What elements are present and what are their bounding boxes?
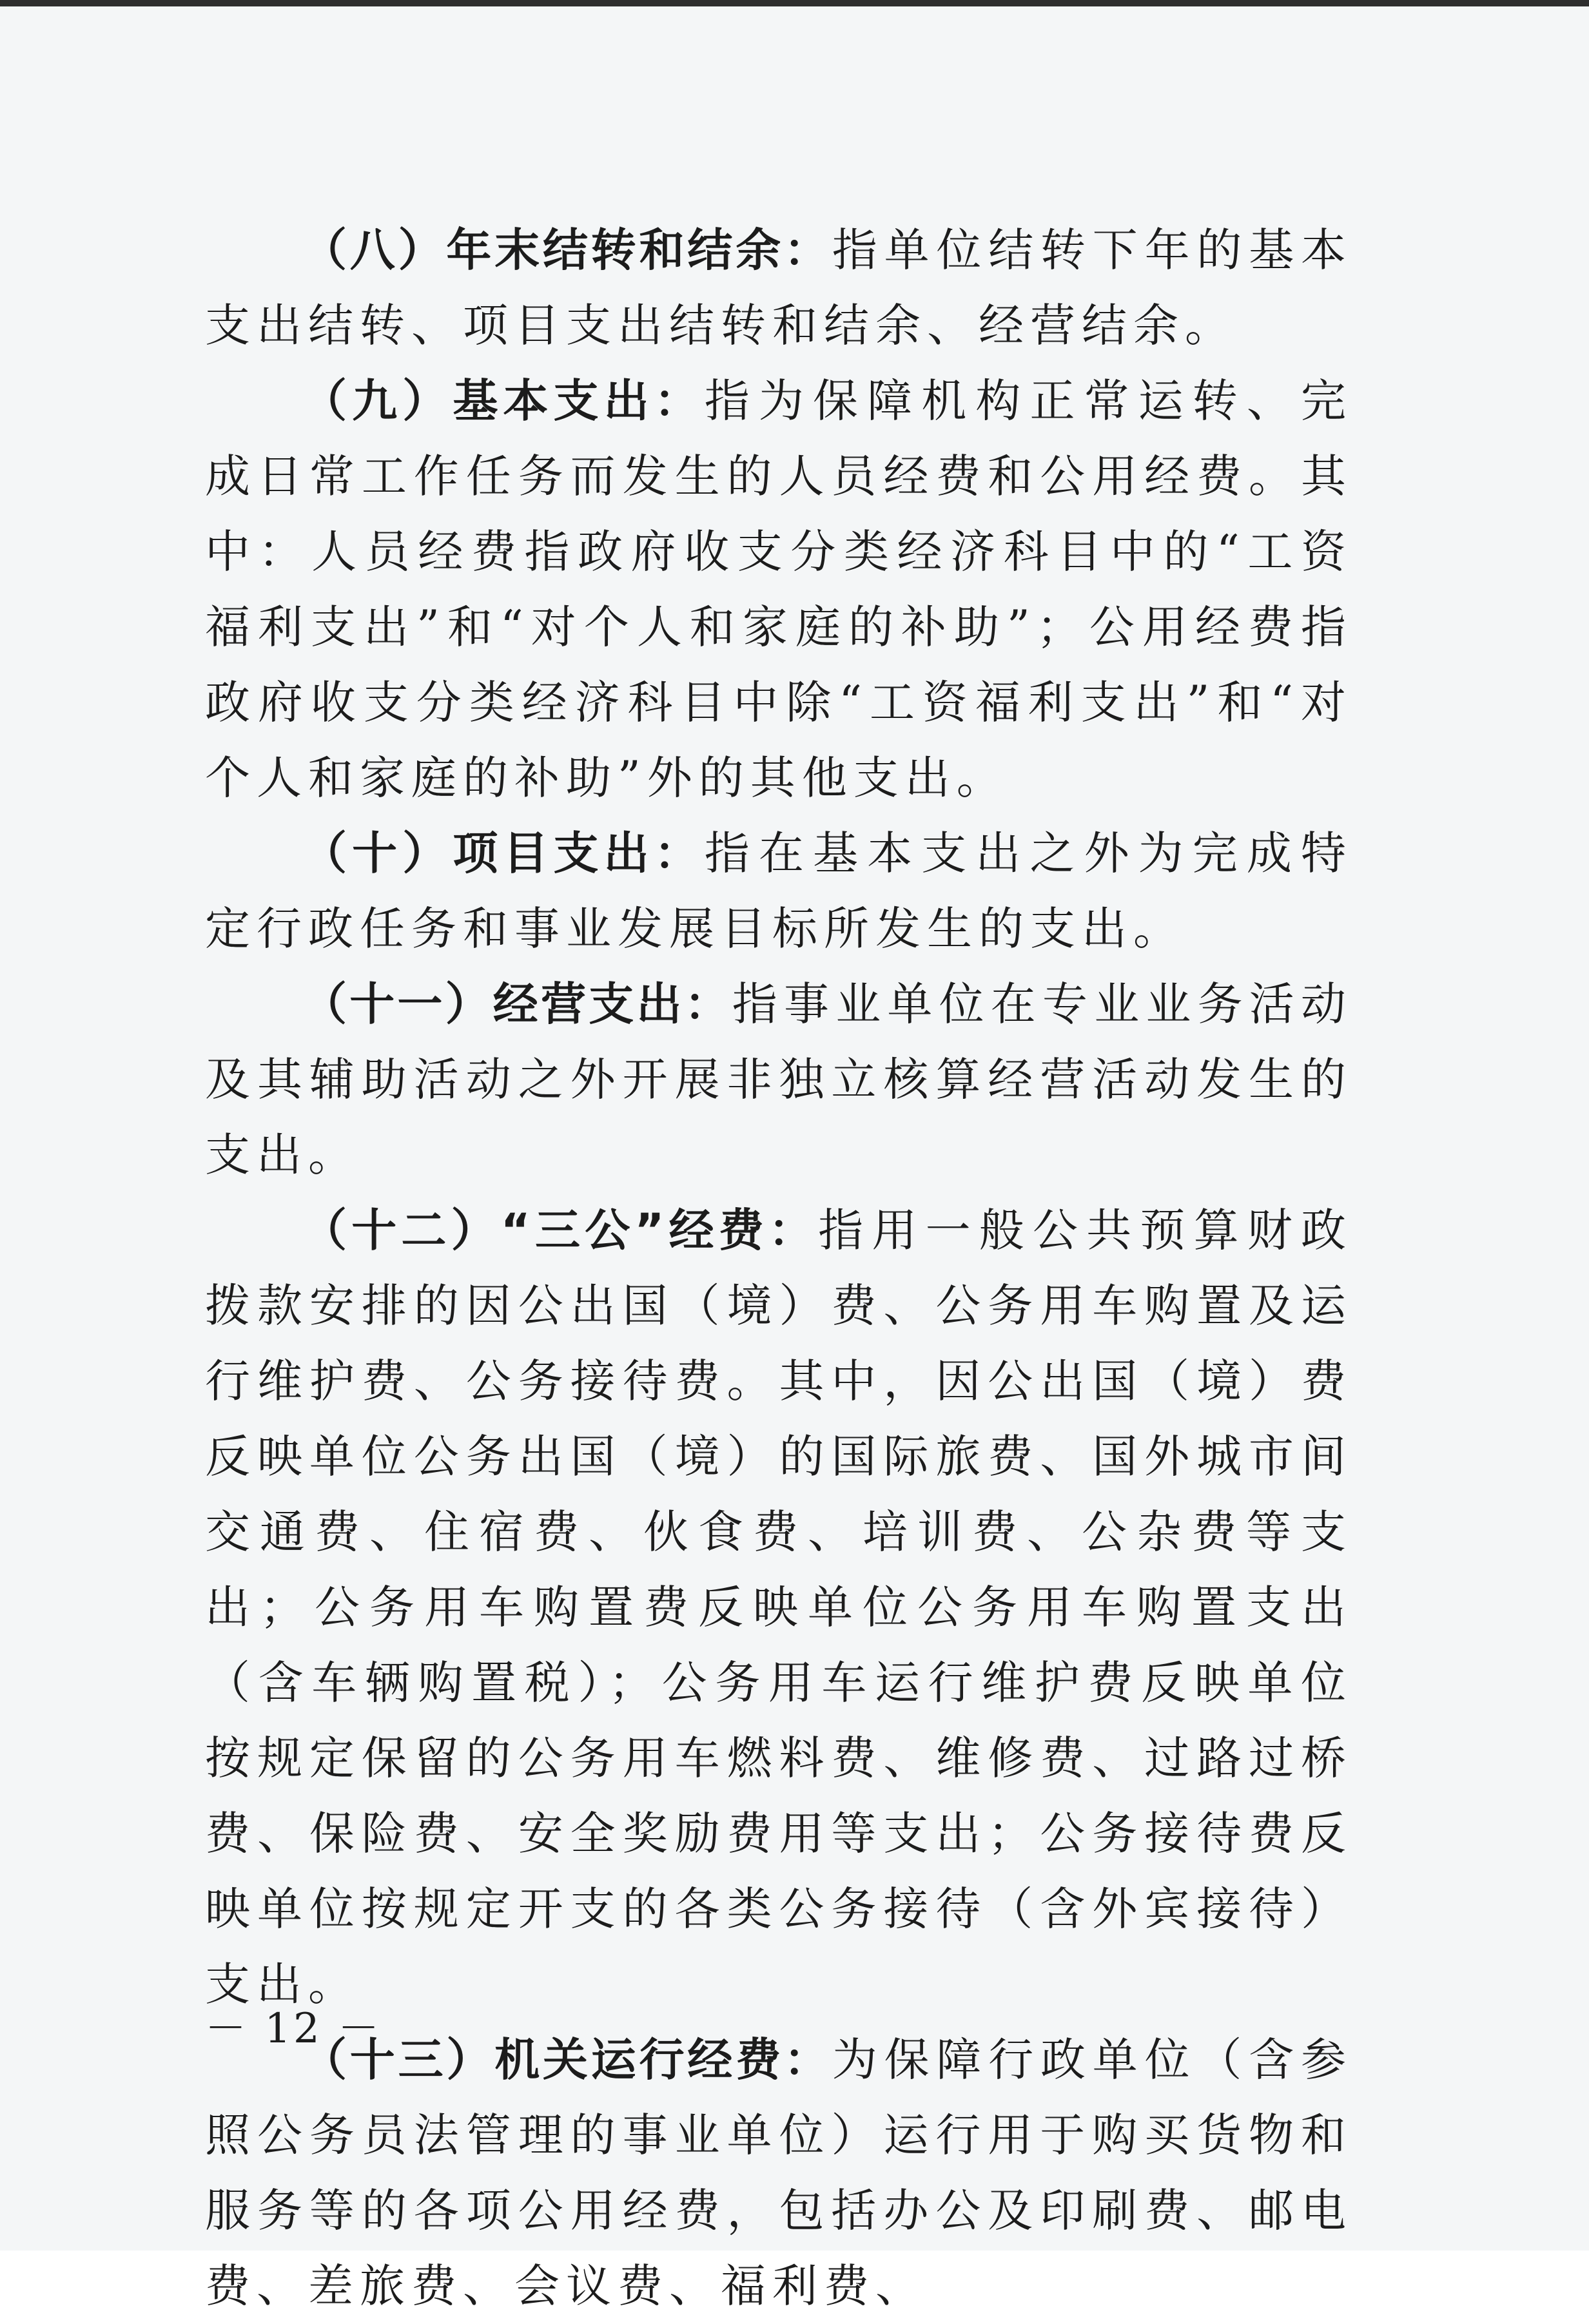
paragraph-11 — [205, 967, 1352, 1193]
paragraph-text: 指用一般公共预算财政拨款安排的因公出国（境）费、公务用车购置及运行维护费、公务接待费。其中，因公出国（境）费反映单位公务出国（境）的国际旅费、国外城市间交通费、住宿费、伙食费、培训费、公杂费等支出；公务用车购置费反映单位公务用车购置支出（含车辆购置税）；公务用车运行维护费反映单位按规定保留的公务用车燃料费、维修费、过路过桥费、保险费、安全奖励费用等支出；公务接待费反映单位按规定开支的各类公务接待（含外宾接待）支出。 — [205, 1204, 1352, 2011]
term-heading: （八）年末结转和结余： — [302, 224, 832, 276]
term-heading: （十）项目支出： — [302, 827, 705, 880]
paragraph-8 — [205, 213, 1352, 363]
term-heading: （十二）“三公”经费： — [302, 1204, 819, 1257]
paragraph-9 — [205, 363, 1352, 816]
paragraph-13 — [205, 2022, 1352, 2324]
term-heading: （十一）经营支出： — [302, 978, 732, 1031]
paragraph-text: 为保障行政单位（含参照公务员法管理的事业单位）运行用于购买货物和服务等的各项公用经费，包括办公及印刷费、邮电费、差旅费、会议费、福利费、 — [205, 2033, 1353, 2312]
paragraph-text: 指在基本支出之外为完成特定行政任务和事业发展目标所发生的支出。 — [205, 827, 1353, 955]
paragraph-12 — [205, 1193, 1352, 2022]
paragraph-10 — [205, 816, 1352, 967]
paragraph-text: 指事业单位在专业业务活动及其辅助活动之外开展非独立核算经营活动发生的支出。 — [205, 978, 1353, 1181]
term-heading: （九）基本支出： — [302, 374, 705, 427]
term-heading: （十三）机关运行经费： — [302, 2033, 832, 2086]
paragraph-text: 指单位结转下年的基本支出结转、项目支出结转和结余、经营结余。 — [205, 224, 1353, 352]
paragraph-text: 指为保障机构正常运转、完成日常工作任务而发生的人员经费和公用经费。其中：人员经费指政府收支分类经济科目中的“工资福利支出”和“对个人和家庭的补助”；公用经费指政府收支分类经济科目中除“工资福利支出”和“对个人和家庭的补助”外的其他支出。 — [205, 374, 1353, 804]
page-number: － 12 － — [205, 2005, 382, 2053]
scan-top-edge — [0, 0, 1589, 6]
